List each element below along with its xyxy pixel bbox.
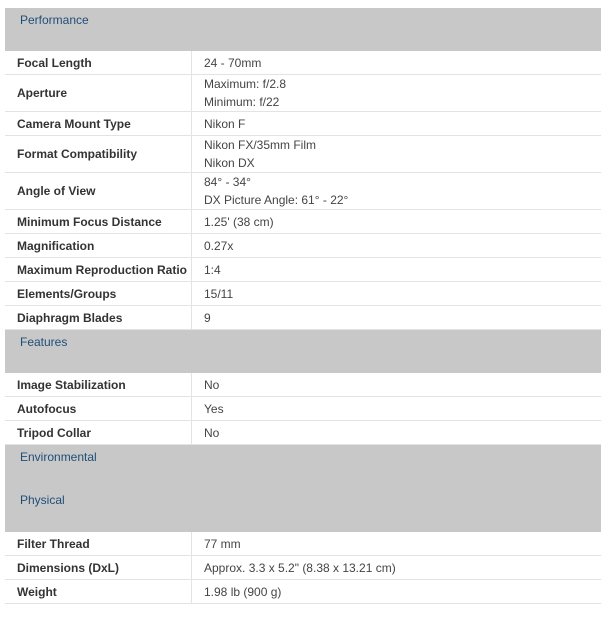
spec-value [192,258,221,281]
spec-label: Diaphragm Blades [5,306,192,329]
spec-value [192,210,274,233]
spec-row-filter-thread [5,532,601,556]
spec-label: Angle of View [5,173,192,209]
spec-value [192,580,281,603]
spec-value-line: 1:4 [204,262,221,277]
spec-value [192,51,261,74]
section-header-environmental-physical [5,445,601,532]
spec-label: Image Stabilization [5,373,192,396]
spec-row-elements-groups [5,282,601,306]
spec-table [5,8,601,604]
section-header-performance [5,8,601,51]
spec-row-camera-mount-type [5,112,601,136]
spec-label: Focal Length [5,51,192,74]
spec-value-line: No [204,377,220,392]
spec-value-line: Nikon FX/35mm Film [204,138,317,152]
spec-value [192,556,396,579]
spec-value-line: Minimum: f/22 [204,95,280,109]
spec-value [192,282,233,305]
section-header-features [5,330,601,373]
spec-row-maximum-reproduction-ratio [5,258,601,282]
spec-value [192,373,219,396]
spec-label: Magnification [5,234,192,257]
spec-value [192,306,211,329]
spec-row-weight [5,580,601,604]
spec-row-angle-of-view [5,173,601,210]
spec-value-line: Approx. 3.3 x 5.2" (8.38 x 13.21 cm) [204,560,396,575]
section-title-performance: Performance [20,13,89,27]
spec-row-tripod-collar [5,421,601,445]
spec-label: Filter Thread [5,532,192,555]
spec-value [192,421,219,444]
spec-row-image-stabilization [5,373,601,397]
spec-label: Maximum Reproduction Ratio [5,258,192,281]
spec-row-focal-length [5,51,601,75]
spec-value [192,112,245,135]
spec-value-line: 0.27x [204,238,234,253]
spec-label: Dimensions (DxL) [5,556,192,579]
spec-value-line: No [204,425,220,440]
spec-value-line: 24 - 70mm [204,55,262,70]
spec-value [192,136,316,172]
spec-label: Tripod Collar [5,421,192,444]
spec-label: Weight [5,580,192,603]
spec-row-dimensions [5,556,601,580]
spec-value-line: Nikon F [204,116,246,131]
spec-label: Autofocus [5,397,192,420]
spec-value-line: 84° - 34° [204,175,251,189]
spec-label: Format Compatibility [5,136,192,172]
spec-row-magnification [5,234,601,258]
spec-row-minimum-focus-distance [5,210,601,234]
spec-value [192,173,348,209]
section-title-features: Features [20,335,68,349]
spec-row-autofocus [5,397,601,421]
spec-label: Aperture [5,75,192,111]
spec-label: Elements/Groups [5,282,192,305]
spec-value-line: 9 [204,310,211,325]
spec-value [192,532,241,555]
spec-value-line: 1.25' (38 cm) [204,214,274,229]
spec-value [192,75,286,111]
spec-value [192,397,224,420]
section-title-physical: Physical [20,493,65,507]
spec-row-format-compatibility [5,136,601,173]
spec-value-line: Yes [204,401,224,416]
spec-value-line: Maximum: f/2.8 [204,77,287,91]
spec-value-line: 77 mm [204,536,241,551]
spec-value-line: 1.98 lb (900 g) [204,584,282,599]
spec-value-line: Nikon DX [204,156,255,170]
spec-value-line: 15/11 [204,286,234,301]
spec-row-diaphragm-blades [5,306,601,330]
spec-value [192,234,233,257]
spec-label: Minimum Focus Distance [5,210,192,233]
section-title-environmental: Environmental [20,450,97,464]
spec-row-aperture [5,75,601,112]
spec-label: Camera Mount Type [5,112,192,135]
spec-value-line: DX Picture Angle: 61° - 22° [204,193,349,207]
